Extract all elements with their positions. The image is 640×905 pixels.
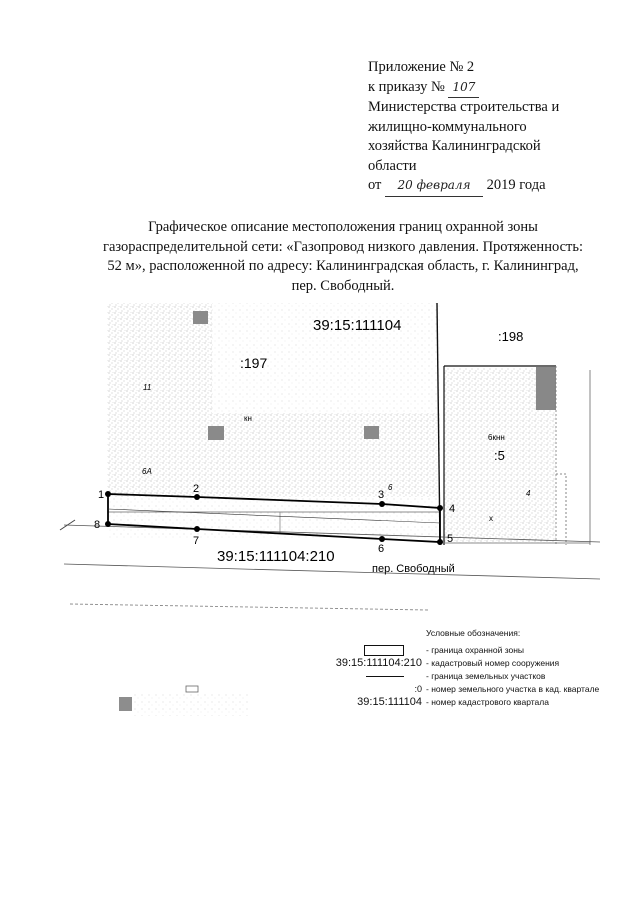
vertex-8 <box>105 521 111 527</box>
title-line-3: 52 м», расположенной по адресу: Калининградская область, г. Калининград, <box>107 258 579 274</box>
vertex-label-7: 7 <box>193 535 200 547</box>
vertex-label-6: 6 <box>378 543 385 555</box>
fence-line <box>556 474 566 545</box>
structure-label: 39:15:111104:210 <box>217 548 335 565</box>
vertex-label-5: 5 <box>447 533 454 545</box>
legend-title: Условные обозначения: <box>426 628 521 638</box>
vertex-4 <box>437 505 443 511</box>
quarter-label: 39:15:111104 <box>313 317 402 334</box>
legend-desc-parcel-number: - номер земельного участка в кад. квартале <box>426 684 600 694</box>
building-label-kn: кн <box>244 414 252 423</box>
legend-desc-zone: - граница охранной зоны <box>426 645 525 655</box>
vertex-label-3: 3 <box>378 489 385 501</box>
dashed-track <box>70 604 428 610</box>
parcel-label-198: :198 <box>498 329 524 344</box>
legend-row-parcel-boundary <box>318 670 618 682</box>
title-line-4: пер. Свободный. <box>291 277 395 294</box>
legend-row-zone <box>318 644 618 656</box>
redaction-texture <box>134 694 248 716</box>
map-mark-4: 4 <box>526 489 531 498</box>
map-mark-11: 11 <box>143 383 152 392</box>
road-edge <box>64 564 600 579</box>
legend-row-structure <box>318 657 618 669</box>
legend-symbol-quarter: 39:15:111104 <box>357 696 422 708</box>
date-prefix: от <box>368 177 382 193</box>
title-line-1: Графическое описание местоположения границ охранной зоны <box>148 219 538 235</box>
legend-row-parcel-number <box>318 683 618 695</box>
redaction-mark <box>186 686 198 692</box>
legend-symbol-zone <box>318 644 422 656</box>
ministry-line-2: жилищно-коммунального <box>368 118 527 135</box>
ministry-line-3: хозяйства Калининградской <box>368 138 541 154</box>
date-suffix: 2019 года <box>486 177 546 193</box>
legend-desc-quarter: - номер кадастрового квартала <box>426 697 549 707</box>
parcel-label-197: :197 <box>240 355 268 371</box>
vertex-3 <box>379 501 385 507</box>
building-label-6a: 6А <box>142 467 152 476</box>
vertex-7 <box>194 526 200 532</box>
vertex-label-4: 4 <box>449 503 456 515</box>
legend-row-quarter <box>318 696 618 708</box>
vertex-1 <box>105 491 111 497</box>
map-mark-x: х <box>489 514 493 523</box>
vertex-label-8: 8 <box>94 519 101 531</box>
legend-desc-structure: - кадастровый номер сооружения <box>426 658 560 668</box>
building-block <box>364 426 379 439</box>
vertex-6 <box>379 536 385 542</box>
building-block <box>536 367 556 410</box>
ministry-line-1: Министерства строительства и <box>368 99 560 115</box>
building-label-6knn: 6кнн <box>488 433 505 442</box>
order-prefix: к приказу № <box>368 78 445 95</box>
redaction-block <box>119 697 132 711</box>
vertex-label-2: 2 <box>193 483 200 495</box>
legend-symbol-structure: 39:15:111104:210 <box>335 657 422 669</box>
title-line-2: газораспределительной сети: «Газопровод низкого давления. Протяженность: <box>103 238 583 255</box>
ministry-line-4: области <box>368 157 417 174</box>
legend-desc-parcel-boundary: - граница земельных участков <box>426 671 546 681</box>
building-block <box>208 426 224 440</box>
legend-symbol-parcel-number: :0 <box>414 684 422 694</box>
vertex-5 <box>437 539 443 545</box>
appendix-number: Приложение № 2 <box>368 59 475 75</box>
date-handwritten: 20 февраля <box>385 176 483 197</box>
street-label: пер. Свободный <box>372 563 455 575</box>
vertex-label-1: 1 <box>98 489 105 501</box>
order-number-handwritten: 107 <box>448 78 479 99</box>
legend-symbol-parcel-boundary <box>318 670 422 682</box>
building-block <box>193 311 208 324</box>
map-mark-6: 6 <box>388 483 393 492</box>
parcel-label-5: :5 <box>494 448 505 463</box>
